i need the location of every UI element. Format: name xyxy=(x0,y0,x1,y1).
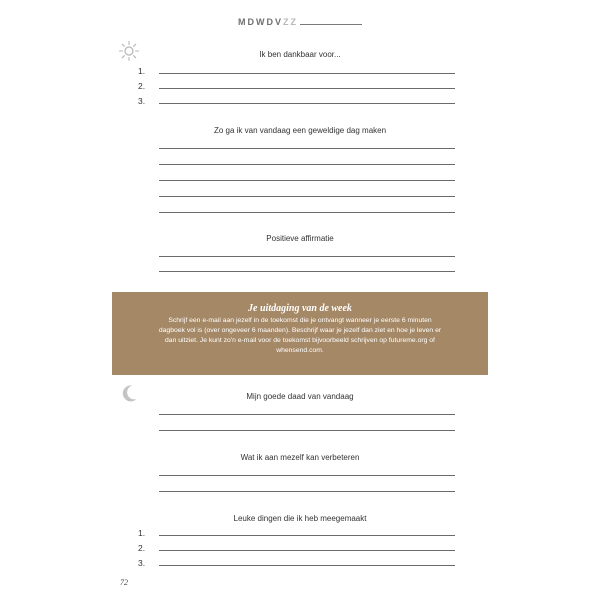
affirmation-line-1[interactable] xyxy=(159,256,455,257)
weekday-sunday: Z xyxy=(290,17,298,27)
fun-things-heading: Leuke dingen die ik heb meegemaakt xyxy=(233,514,367,523)
weekday-friday: V xyxy=(274,17,283,27)
great-day-line-5[interactable] xyxy=(159,212,455,213)
improve-line-1[interactable] xyxy=(159,475,455,476)
great-day-heading: Zo ga ik van vandaag een geweldige dag maken xyxy=(213,126,387,135)
grateful-line-1[interactable] xyxy=(159,73,455,74)
fun-things-line-2[interactable] xyxy=(159,550,455,551)
grateful-heading: Ik ben dankbaar voor... xyxy=(259,50,341,59)
weekly-challenge-box xyxy=(112,292,488,375)
grateful-number-2: 2. xyxy=(138,81,146,91)
great-day-line-3[interactable] xyxy=(159,180,455,181)
weekday-selector xyxy=(0,17,600,27)
great-day-line-4[interactable] xyxy=(159,196,455,197)
improve-line-2[interactable] xyxy=(159,491,455,492)
weekday-monday: M xyxy=(237,17,248,27)
great-day-line-1[interactable] xyxy=(159,148,455,149)
weekday-wednesday: W xyxy=(255,17,267,27)
good-deed-line-1[interactable] xyxy=(159,414,455,415)
improve-heading: Wat ik aan mezelf kan verbeteren xyxy=(240,453,360,462)
good-deed-line-2[interactable] xyxy=(159,430,455,431)
challenge-body: Schrijf een e-mail aan jezelf in de toekomst die je ontvangt wanneer je eerste 6 minuten dagboek vol is (over ongeveer 6 maanden). Beschrijf waar je jezelf dan ziet en hoe je leven er dan uitziet. Je kunt zo'n e-mail voor de toekomst bijvoorbeeld schrijven op futureme.org of whensend.com. xyxy=(158,317,442,354)
fun-things-line-1[interactable] xyxy=(159,535,455,536)
grateful-line-3[interactable] xyxy=(159,103,455,104)
weekday-tuesday: D xyxy=(247,17,256,27)
weekday-thursday: D xyxy=(266,17,275,27)
grateful-number-3: 3. xyxy=(138,96,146,106)
fun-things-line-3[interactable] xyxy=(159,565,455,566)
fun-things-number-2: 2. xyxy=(138,543,146,553)
great-day-line-2[interactable] xyxy=(159,164,455,165)
weekday-saturday: Z xyxy=(283,17,291,27)
good-deed-heading: Mijn goede daad van vandaag xyxy=(246,392,354,401)
date-blank-line[interactable] xyxy=(300,18,362,25)
grateful-line-2[interactable] xyxy=(159,88,455,89)
affirmation-line-2[interactable] xyxy=(159,271,455,272)
challenge-title: Je uitdaging van de week xyxy=(248,303,352,314)
fun-things-number-3: 3. xyxy=(138,558,146,568)
fun-things-number-1: 1. xyxy=(138,528,146,538)
page-number: 72 xyxy=(120,578,128,587)
affirmation-heading: Positieve affirmatie xyxy=(266,234,334,243)
grateful-number-1: 1. xyxy=(138,66,146,76)
